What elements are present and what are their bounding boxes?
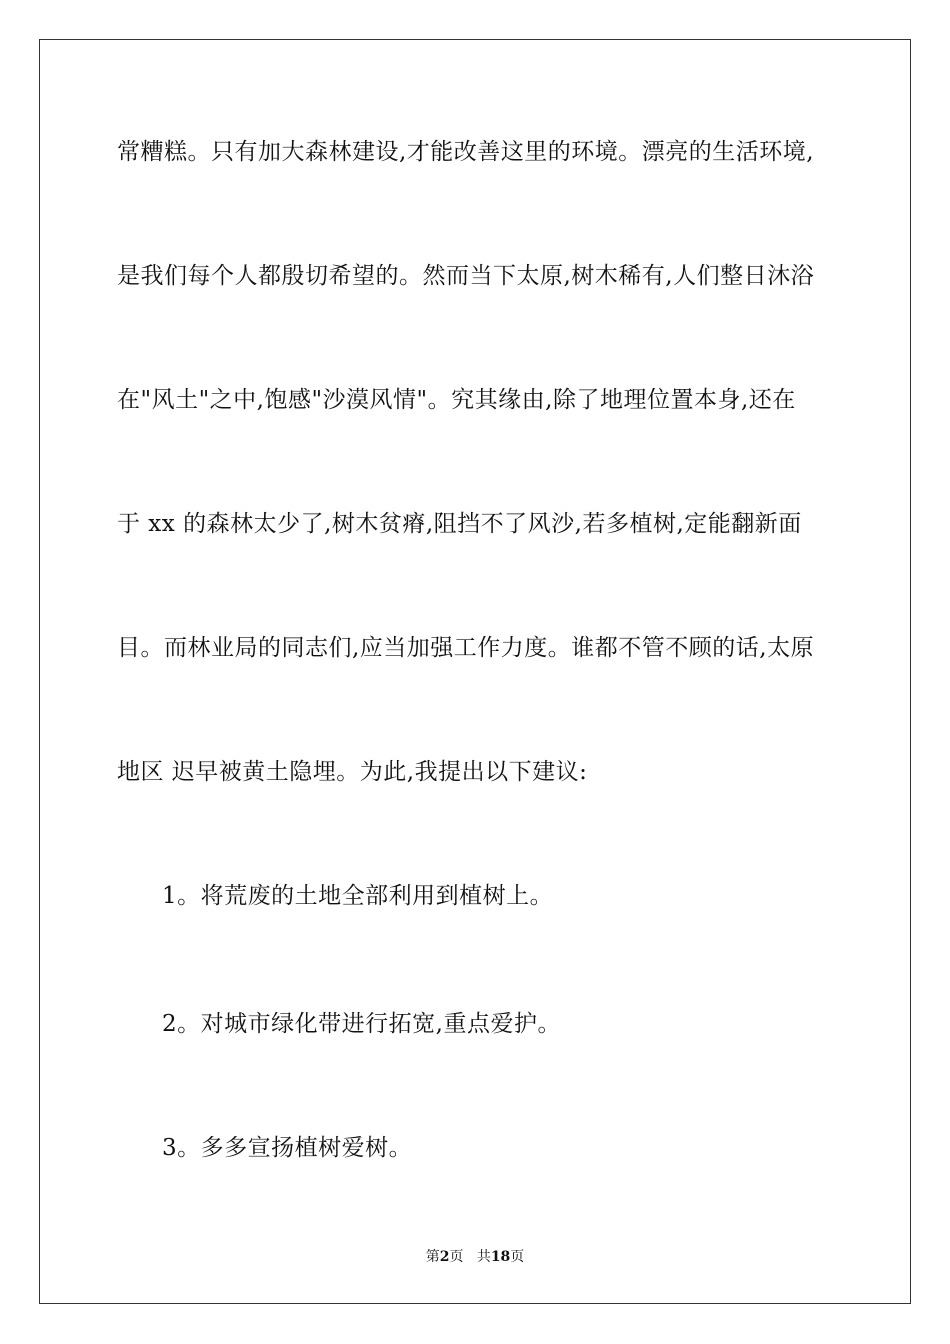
paragraph-line: 地区 迟早被黄土隐埋。为此,我提出以下建议:: [117, 759, 588, 785]
page-footer: [0, 1248, 950, 1266]
footer-total-suffix: 页: [510, 1249, 525, 1265]
footer-total-prefix: 共: [476, 1249, 491, 1265]
footer-total-pages: 18: [490, 1249, 511, 1265]
paragraph-line: 目。而林业局的同志们,应当加强工作力度。谁都不管不顾的话,太原: [117, 635, 815, 661]
list-item: 3。多多宣扬植树爱树。: [162, 1135, 413, 1161]
paragraph-line: 常糟糕。只有加大森林建设,才能改善这里的环境。漂亮的生活环境,: [117, 139, 815, 165]
list-item: 2。对城市绿化带进行拓宽,重点爱护。: [162, 1011, 561, 1037]
list-item: 1。将荒废的土地全部利用到植树上。: [162, 883, 554, 909]
footer-page-number: 2: [439, 1249, 450, 1265]
paragraph-line: 在"风土"之中,饱感"沙漠风情"。究其缘由,除了地理位置本身,还在: [117, 387, 796, 413]
footer-page-suffix: 页: [449, 1249, 464, 1265]
paragraph-line: 是我们每个人都殷切希望的。然而当下太原,树木稀有,人们整日沐浴: [117, 263, 815, 289]
paragraph-line: 于 xx 的森林太少了,树木贫瘠,阻挡不了风沙,若多植树,定能翻新面: [117, 511, 802, 537]
page-border: [39, 39, 911, 1304]
footer-page-prefix: 第: [425, 1249, 440, 1265]
